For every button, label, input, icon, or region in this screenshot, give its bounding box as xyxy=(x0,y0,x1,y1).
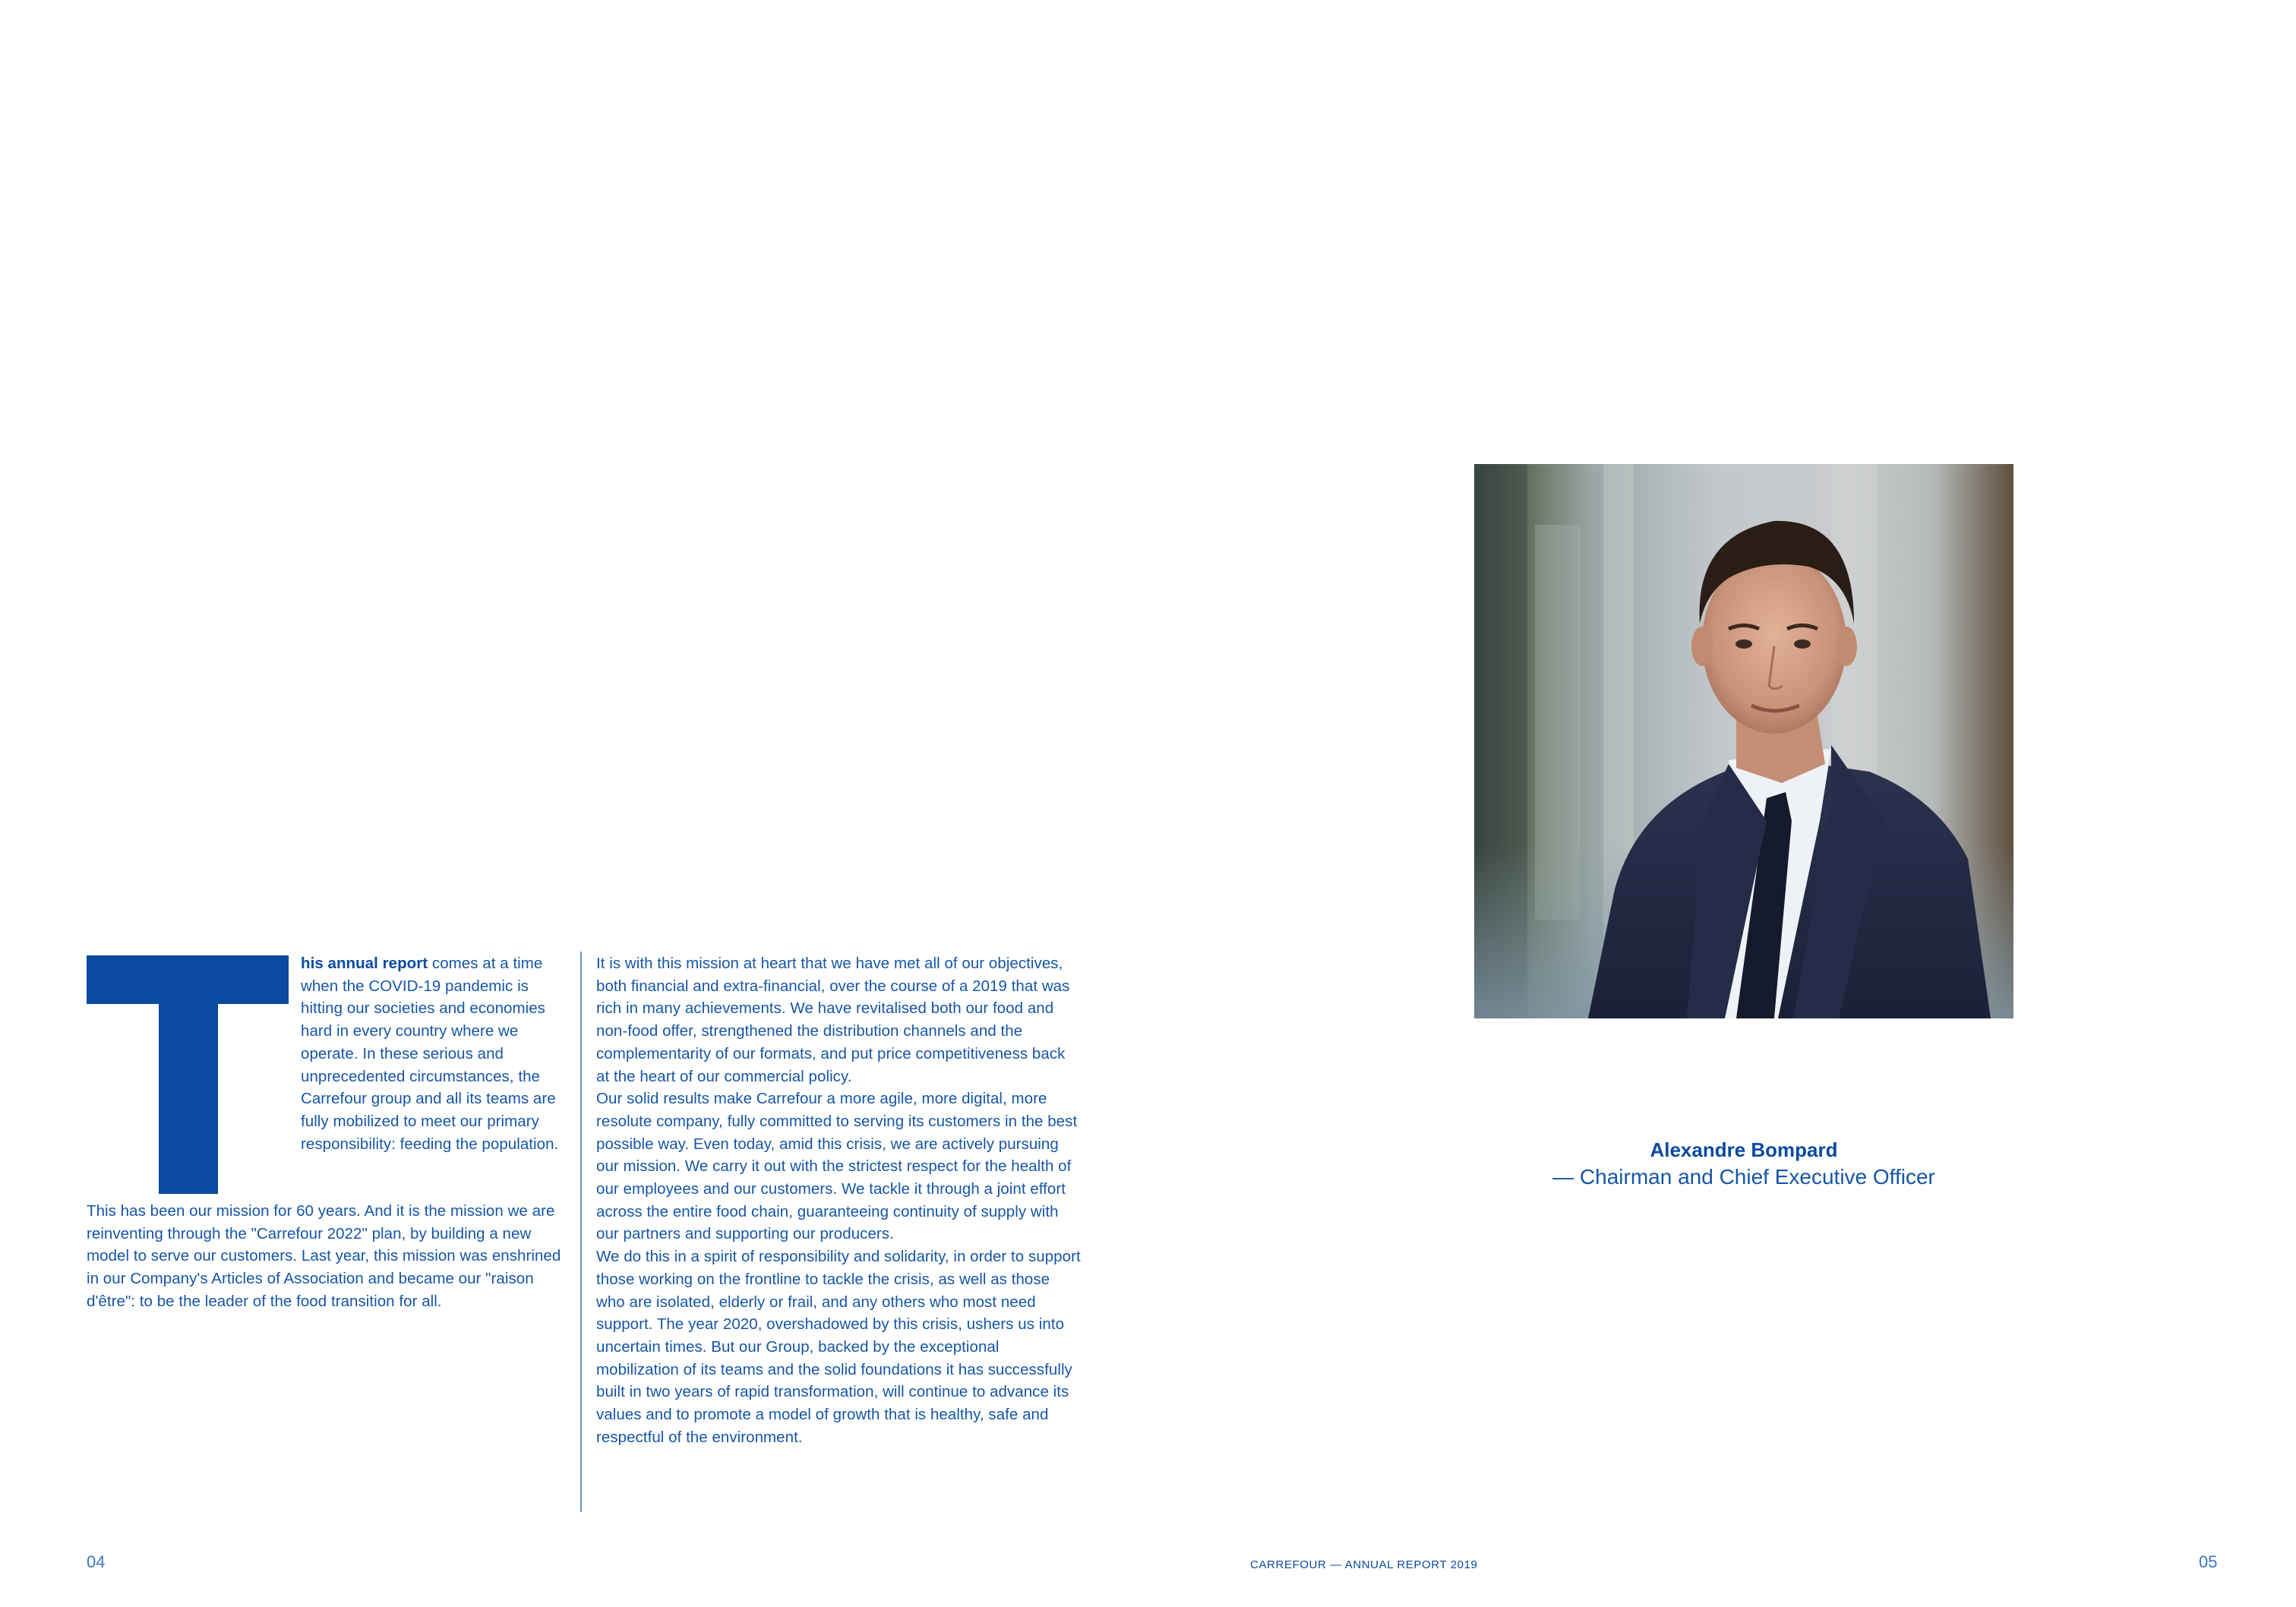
page-number-right: 05 xyxy=(2199,1552,2218,1571)
column-divider xyxy=(580,952,582,1512)
solidarity-paragraph: We do this in a spirit of responsibility and solidarity, in order to support those working on the frontline to tackle the crisis, as well as those who are isolated, elderly or frail, and any others who most need support. The year 2020, overshadowed by this crisis, ushers us into uncertain times. But our Group, backed by the exceptional mobilization of its teams and the solid foundations it has successfully built in two years of rapid transformation, will continue to advance its values and to promote a model of growth that is healthy, safe and respectful of the environment. xyxy=(596,1248,1081,1446)
letter-mission-paragraph xyxy=(87,1200,573,1313)
dropcap-t-stem xyxy=(159,1004,218,1194)
page-number-left: 04 xyxy=(87,1552,106,1571)
dropcap-letter-t xyxy=(87,955,289,1194)
signatory-role: — Chairman and Chief Executive Officer xyxy=(1552,1165,1935,1189)
portrait-caption xyxy=(1474,1136,2013,1191)
lead-in-bold: his annual report xyxy=(301,955,428,972)
lead-in-rest: comes at a time when the COVID-19 pandemic is hitting our societies and economies hard in every country where we operate. In these serious and unprecedented circumstances, the Carrefour group and all its teams are fully mobilized to meet our primary responsibility: feeding the population. xyxy=(301,955,559,1153)
letter-second-column xyxy=(596,952,1082,1448)
letter-opening-paragraph xyxy=(301,952,574,1155)
achievements-paragraph: It is with this mission at heart that we have met all of our objectives, both financial and extra-financial, over the course of a 2019 that was rich in many achievements. We have revitalised both our food and non-food offer, strengthened the distribution channels and the complementarity of our formats, and put price competitiveness back at the heart of our commercial policy. xyxy=(596,955,1070,1085)
mission-text: This has been our mission for 60 years. And it is the mission we are reinventing through the "Carrefour 2022" plan, by building a new model to serve our customers. Last year, this mission was enshrined in our Company's Articles of Association and became our "raison d'être": to be the leader of the food transition for all. xyxy=(87,1202,561,1310)
results-paragraph: Our solid results make Carrefour a more agile, more digital, more resolute company, fully committed to serving its customers in the best possible way. Even today, amid this crisis, we are actively pursuing our mission. We carry it out with the strictest respect for the health of our employees and our customers. We tackle it through a joint effort across the entire food chain, guaranteeing continuity of supply with our partners and supporting our producers. xyxy=(596,1090,1078,1243)
running-footer-title: CARREFOUR — ANNUAL REPORT 2019 xyxy=(1250,1558,1478,1571)
dropcap-t-crossbar xyxy=(87,955,289,1004)
signatory-name: Alexandre Bompard xyxy=(1650,1138,1838,1161)
ceo-portrait-photo xyxy=(1474,464,2013,1018)
